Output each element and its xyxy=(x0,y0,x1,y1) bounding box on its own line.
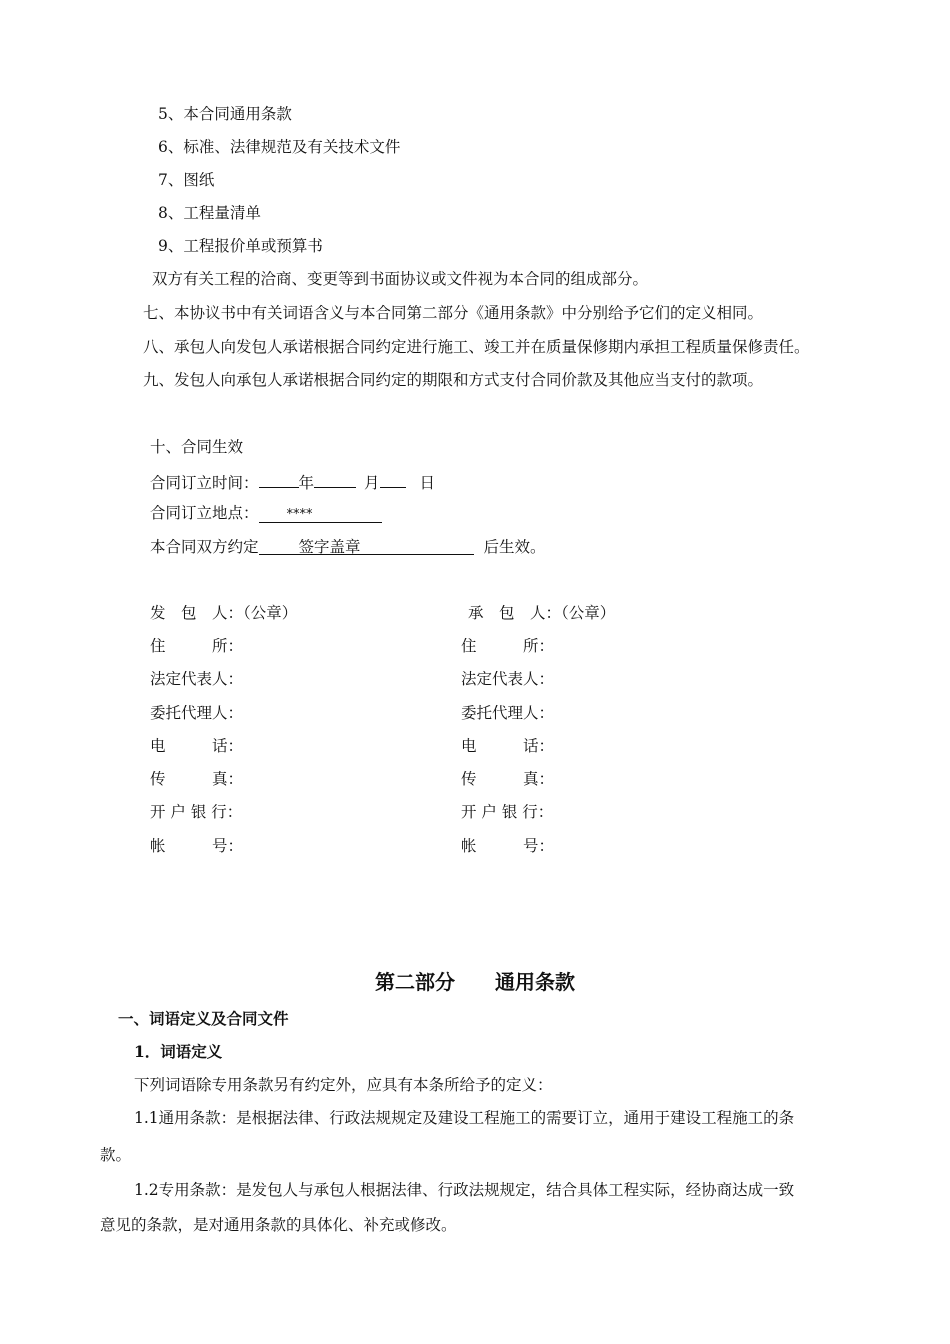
clause-seven: 七、本协议书中有关词语含义与本合同第二部分《通用条款》中分别给予它们的定义相同。 xyxy=(143,304,764,322)
contractor-title: 承 包 人：（公章） xyxy=(468,604,616,622)
contractor-field: 法定代表人： xyxy=(461,670,555,688)
list-item: 7、图纸 xyxy=(158,171,215,189)
contractor-field: 住 所： xyxy=(461,637,555,655)
contractor-field: 帐 号： xyxy=(461,837,555,855)
composition-note: 双方有关工程的洽商、变更等到书面协议或文件视为本合同的组成部分。 xyxy=(152,270,649,288)
employer-field: 电 话： xyxy=(150,737,244,755)
employer-field: 法定代表人： xyxy=(150,670,244,688)
section-heading: 一、词语定义及合同文件 xyxy=(118,1009,289,1028)
subsection-heading: 1．词语定义 xyxy=(134,1042,223,1061)
definition-1-2-cont: 意见的条款，是对通用条款的具体化、补充或修改。 xyxy=(100,1216,457,1234)
list-item: 9、工程报价单或预算书 xyxy=(158,237,323,255)
contractor-field: 传 真： xyxy=(461,770,555,788)
effective-line xyxy=(150,537,546,557)
definition-1-2: 1.2专用条款：是发包人与承包人根据法律、行政法规规定，结合具体工程实际，经协商达成一致 xyxy=(134,1181,795,1199)
agreed-prefix: 本合同双方约定 xyxy=(150,538,259,556)
contract-place-line xyxy=(150,503,382,523)
agreed-value: 签字盖章 xyxy=(259,537,474,555)
date-label: 合同订立时间： xyxy=(150,474,259,492)
employer-field: 传 真： xyxy=(150,770,244,788)
intro-paragraph: 下列词语除专用条款另有约定外，应具有本条所给予的定义： xyxy=(134,1076,553,1094)
place-label: 合同订立地点： xyxy=(150,504,259,522)
list-item: 6、标准、法律规范及有关技术文件 xyxy=(158,138,401,156)
definition-1-1-cont: 款。 xyxy=(100,1146,132,1164)
contract-date-line xyxy=(150,470,435,493)
part-two-title: 第二部分 通用条款 xyxy=(375,970,575,994)
employer-field: 开 户 银 行： xyxy=(150,803,243,821)
list-item: 8、工程量清单 xyxy=(158,204,261,222)
day-blank xyxy=(380,470,406,488)
clause-eight: 八、承包人向发包人承诺根据合同约定进行施工、竣工并在质量保修期内承担工程质量保修责任。 xyxy=(143,338,810,356)
agreed-suffix: 后生效。 xyxy=(483,538,546,556)
clause-nine: 九、发包人向承包人承诺根据合同约定的期限和方式支付合同价款及其他应当支付的款项。 xyxy=(143,371,764,389)
year-blank xyxy=(259,470,299,488)
day-label: 日 xyxy=(419,474,436,492)
definition-1-1: 1.1通用条款：是根据法律、行政法规规定及建设工程施工的需要订立，通用于建设工程施工的条 xyxy=(134,1109,795,1127)
employer-field: 住 所： xyxy=(150,637,244,655)
list-item: 5、本合同通用条款 xyxy=(158,105,292,123)
contractor-field: 电 话： xyxy=(461,737,555,755)
place-value: **** xyxy=(259,505,382,523)
employer-field: 委托代理人： xyxy=(150,704,244,722)
contractor-field: 委托代理人： xyxy=(461,704,555,722)
month-blank xyxy=(314,470,356,488)
month-label: 月 xyxy=(364,474,380,492)
employer-title: 发 包 人：（公章） xyxy=(150,604,298,622)
year-label: 年 xyxy=(298,474,315,492)
effect-heading: 十、合同生效 xyxy=(150,438,244,456)
contractor-field: 开 户 银 行： xyxy=(461,803,554,821)
employer-field: 帐 号： xyxy=(150,837,244,855)
